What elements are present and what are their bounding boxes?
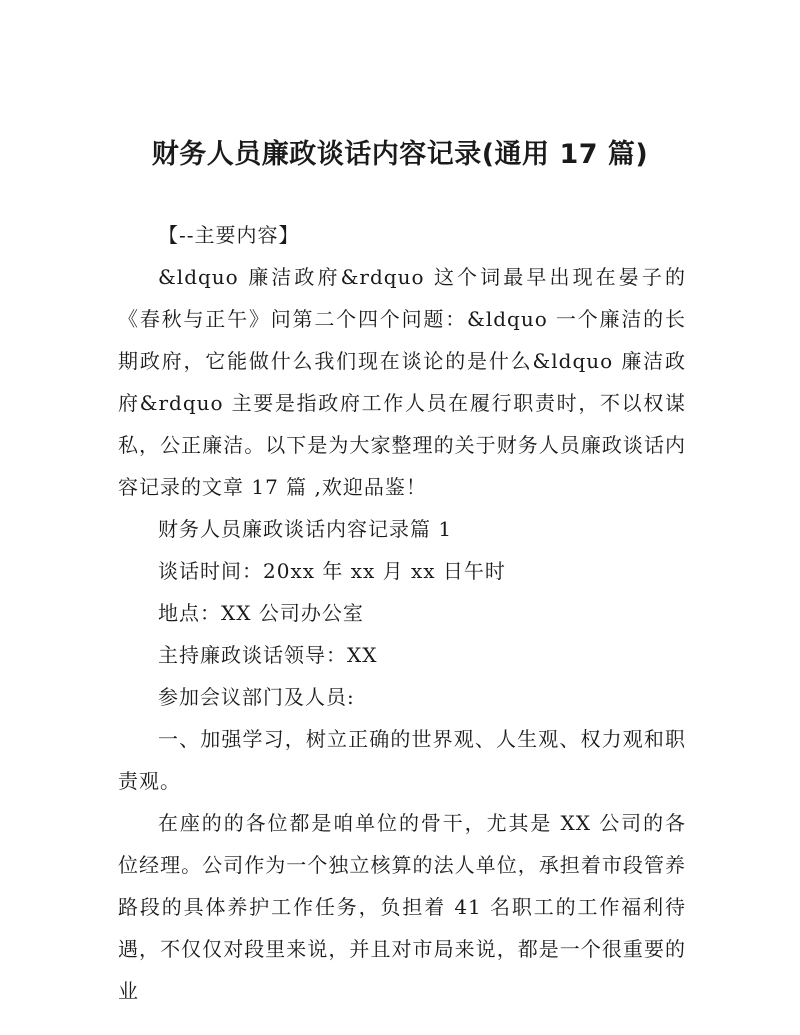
- talk-time: 谈话时间：20xx 年 xx 月 xx 日午时: [158, 559, 506, 583]
- document-body: [118, 214, 686, 1012]
- talk-host: 主持廉政谈话领导：XX: [158, 643, 378, 667]
- intro-paragraph: &ldquo 廉洁政府&rdquo 这个词最早出现在晏子的《春秋与正午》问第二个四个问题：&ldquo 一个廉洁的长期政府，它能做什么我们现在谈论的是什么&ldquo 廉洁政府&rdquo 主要是指政府工作人员在履行职责时，不以权谋私，公正廉洁。以下是为大家整理的关于财务人员廉政谈话内容记录的文章 17 篇 ,欢迎品鉴！: [118, 265, 686, 499]
- talk-location: 地点：XX 公司办公室: [158, 601, 364, 625]
- document-title: 财务人员廉政谈话内容记录(通用 17 篇): [151, 139, 649, 170]
- summary-label: 【--主要内容】: [158, 223, 300, 247]
- section-one-heading: 一、加强学习，树立正确的世界观、人生观、权力观和职责观。: [118, 727, 686, 793]
- body-paragraph: 在座的的各位都是咱单位的骨干，尤其是 XX 公司的各位经理。公司作为一个独立核算的法人单位，承担着市段管养路段的具体养护工作任务，负担着 41 名职工的工作福利待遇，不仅仅对段里来说，并且对市局来说，都是一个很重要的业: [118, 811, 686, 1003]
- participants: 参加会议部门及人员:: [158, 685, 355, 709]
- record-heading: 财务人员廉政谈话内容记录篇 1: [158, 517, 453, 541]
